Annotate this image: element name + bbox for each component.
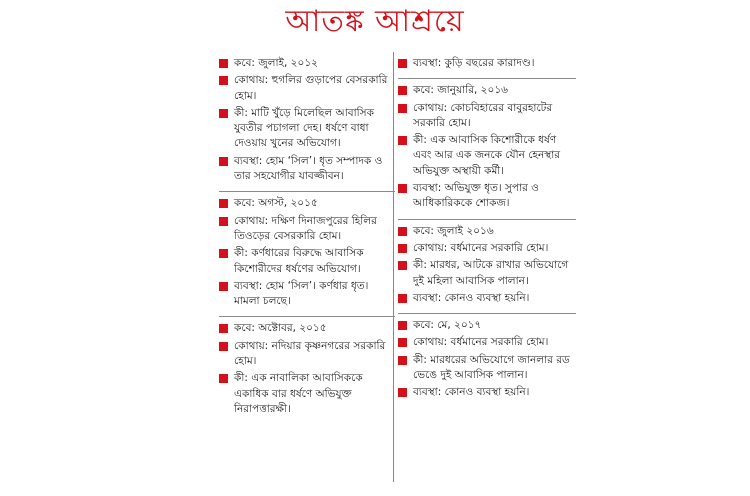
square-bullet-icon — [219, 324, 228, 333]
incident-text: ব্যবস্থা: অভিযুক্ত ধৃত। সুপার ও আধিকারিককে শোকজ। — [413, 182, 539, 210]
incident-text: কবে: অগস্ট, ২০১৫ — [234, 197, 318, 210]
square-bullet-icon — [219, 282, 228, 291]
incident-item — [219, 246, 395, 277]
incident-item — [219, 371, 395, 417]
page-title: আতঙ্ক আশ্রয়ে — [285, 4, 465, 39]
incident-text: কোথায়: দক্ষিণ দিনাজপুরের হিলির তিওড়ের বেসরকারি হোম। — [234, 214, 377, 242]
square-bullet-icon — [219, 59, 228, 68]
incident-item — [219, 321, 395, 336]
right-column — [398, 52, 576, 408]
incident-item — [398, 83, 576, 98]
square-bullet-icon — [219, 342, 228, 351]
incident-block — [219, 52, 395, 191]
incident-text: কবে: অক্টোবর, ২০১৫ — [234, 322, 327, 335]
incident-item — [398, 56, 576, 71]
incident-text: কী: এক আবাসিক কিশোরীকে ধর্ষণ এবং আর এক জনকে যৌন হেনস্থার অভিযুক্ত অস্থায়ী কর্মী। — [413, 134, 561, 177]
incident-item — [219, 56, 395, 71]
incident-item — [219, 106, 395, 152]
square-bullet-icon — [398, 104, 407, 113]
incident-item — [398, 101, 576, 132]
incident-item — [219, 214, 395, 245]
incident-item — [219, 73, 395, 104]
incident-block — [219, 317, 395, 424]
incident-text: ব্যবস্থা: কোনও ব্যবস্থা হয়নি। — [413, 291, 530, 304]
square-bullet-icon — [398, 261, 407, 270]
incident-text: কবে: জুলাই ২০১৬ — [413, 224, 494, 237]
square-bullet-icon — [219, 217, 228, 226]
square-bullet-icon — [219, 76, 228, 85]
square-bullet-icon — [398, 227, 407, 236]
incident-item — [398, 241, 576, 256]
square-bullet-icon — [398, 321, 407, 330]
square-bullet-icon — [398, 356, 407, 365]
square-bullet-icon — [398, 294, 407, 303]
incident-text: কোথায়: কোচবিহারের বাবুরহাটের সরকারি হোম। — [413, 101, 553, 129]
incident-item — [219, 154, 395, 185]
incident-item — [398, 258, 576, 289]
incident-text: কোথায়: নদিয়ার কৃষ্ণনগরের সরকারি হোম। — [234, 339, 386, 368]
square-bullet-icon — [398, 184, 407, 193]
incident-item — [398, 385, 576, 400]
incident-text: ব্যবস্থা: হোম ‘সিল’। ধৃত সম্পাদক ও তার সহযোগীর যাবজ্জীবন। — [234, 154, 383, 183]
square-bullet-icon — [398, 86, 407, 95]
incident-item — [398, 181, 576, 212]
incident-text: ব্যবস্থা: কোনও ব্যবস্থা হয়নি। — [413, 386, 530, 399]
square-bullet-icon — [219, 157, 228, 166]
incident-item — [398, 353, 576, 384]
incident-item — [219, 339, 395, 370]
square-bullet-icon — [219, 249, 228, 258]
incident-text: ব্যবস্থা: হোম ‘সিল’। কর্ণধার ধৃত। মামলা চলছে। — [234, 279, 369, 308]
incident-text: কী: মারধর, আটকে রাখার অভিযোগে দুই মহিলা আবাসিক পালান। — [413, 259, 569, 287]
incident-text: কোথায়: হুগলির গুড়াপের বেসরকারি হোম। — [234, 74, 388, 102]
square-bullet-icon — [219, 109, 228, 118]
incident-item — [219, 279, 395, 310]
incident-text: ব্যবস্থা: কুড়ি বছরের কারাদণ্ড। — [413, 57, 535, 69]
incident-text: কী: মাটি খুঁড়ে মিলেছিল আবাসিক যুবতীর পচাগলা দেহ। ধর্ষণে বাধা দেওয়ায় খুনের অভিযোগ। — [234, 106, 374, 150]
square-bullet-icon — [398, 244, 407, 253]
incident-text: কবে: জানুয়ারি, ২০১৬ — [413, 84, 508, 97]
incident-text: কী: মারধরের অভিযোগে জানলার রড ভেঙে দুই আবাসিক পালান। — [413, 353, 570, 382]
incident-text: কবে: মে, ২০১৭ — [413, 319, 482, 332]
square-bullet-icon — [398, 338, 407, 347]
incident-item — [398, 318, 576, 333]
square-bullet-icon — [398, 388, 407, 397]
incident-text: কী: এক নাবালিকা আবাসিককে একাধিক বার ধর্ষণে অভিযুক্ত নিরাপত্তারক্ষী। — [234, 372, 363, 415]
square-bullet-icon — [398, 136, 407, 145]
square-bullet-icon — [219, 374, 228, 383]
incident-item — [219, 196, 395, 211]
left-column — [219, 52, 395, 424]
incident-block — [219, 192, 395, 316]
incident-block — [398, 79, 576, 218]
square-bullet-icon — [398, 59, 407, 68]
incident-text: কোথায়: বর্ধমানের সরকারি হোম। — [413, 241, 549, 254]
incident-item — [398, 133, 576, 179]
incident-text: কবে: জুলাই, ২০১২ — [234, 57, 318, 69]
incident-block — [398, 220, 576, 313]
incident-text: কোথায়: বর্ধমানের সরকারি হোম। — [413, 336, 549, 349]
incident-block — [398, 52, 576, 78]
square-bullet-icon — [219, 199, 228, 208]
incident-item — [398, 224, 576, 239]
incident-text: কী: কর্ণধারের বিরুদ্ধে আবাসিক কিশোরীদের ধর্ষণের অভিযোগ। — [234, 247, 364, 275]
incident-item — [398, 291, 576, 306]
incident-item — [398, 335, 576, 350]
incident-block — [398, 314, 576, 407]
